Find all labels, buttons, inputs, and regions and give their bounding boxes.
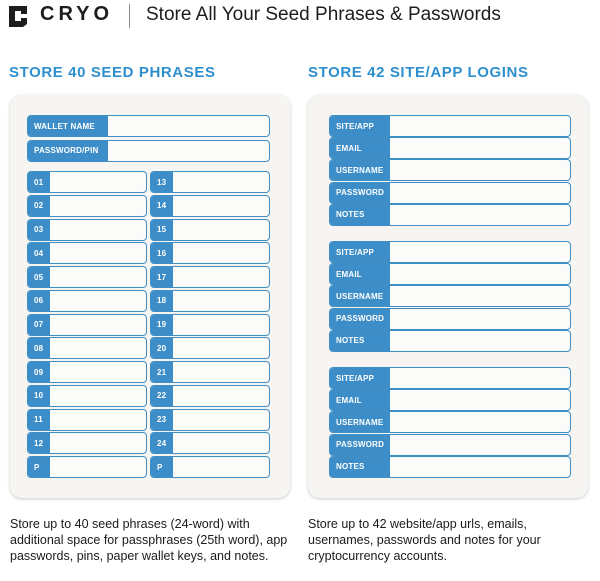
brand-name: CRYO	[40, 3, 114, 25]
login-field[interactable]	[329, 330, 571, 352]
login-field[interactable]	[329, 159, 571, 181]
page-header	[0, 0, 600, 34]
seed-word-field[interactable]	[27, 314, 147, 336]
field-label: 06	[28, 291, 50, 311]
field-label: 20	[151, 338, 173, 358]
seed-word-field[interactable]	[27, 290, 147, 312]
field-label: EMAIL	[330, 138, 390, 158]
field-label: NOTES	[330, 457, 390, 477]
header-divider	[129, 4, 130, 28]
field-label: EMAIL	[330, 264, 390, 284]
seed-phrases-title: STORE 40 SEED PHRASES	[9, 64, 216, 81]
login-field[interactable]	[329, 367, 571, 389]
field-label: 05	[28, 267, 50, 287]
seed-word-field[interactable]	[27, 385, 147, 407]
field-label: USERNAME	[330, 412, 390, 432]
site-logins-title: STORE 42 SITE/APP LOGINS	[308, 64, 529, 81]
wallet-field[interactable]	[27, 115, 270, 137]
field-label: 23	[151, 410, 173, 430]
seed-word-field[interactable]	[150, 171, 270, 193]
field-label: 14	[151, 196, 173, 216]
seed-word-field[interactable]	[27, 337, 147, 359]
field-label: SITE/APP	[330, 116, 390, 136]
field-label: NOTES	[330, 331, 390, 351]
seed-word-field[interactable]	[150, 314, 270, 336]
field-label: USERNAME	[330, 286, 390, 306]
login-field[interactable]	[329, 308, 571, 330]
field-label: 16	[151, 243, 173, 263]
seed-word-field[interactable]	[150, 432, 270, 454]
login-field[interactable]	[329, 411, 571, 433]
page-tagline: Store All Your Seed Phrases & Passwords	[146, 4, 501, 25]
field-label: WALLET NAME	[28, 116, 108, 136]
seed-word-field[interactable]	[150, 219, 270, 241]
login-field[interactable]	[329, 434, 571, 456]
seed-word-field[interactable]	[150, 361, 270, 383]
login-field[interactable]	[329, 389, 571, 411]
field-label: PASSWORD	[330, 435, 390, 455]
field-label: USERNAME	[330, 160, 390, 180]
seed-word-field[interactable]	[27, 266, 147, 288]
login-field[interactable]	[329, 204, 571, 226]
site-login-card	[308, 95, 588, 498]
seed-word-field[interactable]	[27, 432, 147, 454]
field-label: 11	[28, 410, 50, 430]
cryo-logo-icon	[6, 4, 30, 28]
field-label: 02	[28, 196, 50, 216]
seed-phrase-card	[10, 95, 290, 498]
field-label: PASSWORD	[330, 183, 390, 203]
login-field[interactable]	[329, 182, 571, 204]
seed-word-field[interactable]	[150, 242, 270, 264]
seed-word-field[interactable]	[150, 337, 270, 359]
field-label: P	[28, 457, 50, 477]
field-label: PASSWORD/PIN	[28, 141, 108, 161]
login-field[interactable]	[329, 241, 571, 263]
field-label: EMAIL	[330, 390, 390, 410]
seed-word-field[interactable]	[150, 456, 270, 478]
seed-word-field[interactable]	[27, 361, 147, 383]
field-label: 21	[151, 362, 173, 382]
field-label: 24	[151, 433, 173, 453]
login-field[interactable]	[329, 137, 571, 159]
field-label: 09	[28, 362, 50, 382]
seed-phrase-description: Store up to 40 seed phrases (24-word) with additional space for passphrases (25th word), app passwords, pins, paper wallet keys, and notes.	[10, 517, 288, 563]
field-label: 19	[151, 315, 173, 335]
field-label: P	[151, 457, 173, 477]
seed-word-field[interactable]	[150, 385, 270, 407]
wallet-field[interactable]	[27, 140, 270, 162]
seed-word-field[interactable]	[150, 195, 270, 217]
seed-word-field[interactable]	[27, 242, 147, 264]
seed-word-field[interactable]	[27, 456, 147, 478]
field-label: 13	[151, 172, 173, 192]
field-label: 07	[28, 315, 50, 335]
field-label: 08	[28, 338, 50, 358]
field-label: NOTES	[330, 205, 390, 225]
field-label: 03	[28, 220, 50, 240]
login-field[interactable]	[329, 115, 571, 137]
field-label: PASSWORD	[330, 309, 390, 329]
field-label: 12	[28, 433, 50, 453]
field-label: SITE/APP	[330, 368, 390, 388]
seed-word-field[interactable]	[27, 409, 147, 431]
field-label: 01	[28, 172, 50, 192]
seed-word-field[interactable]	[27, 219, 147, 241]
field-label: 04	[28, 243, 50, 263]
seed-word-field[interactable]	[27, 171, 147, 193]
login-field[interactable]	[329, 285, 571, 307]
seed-word-field[interactable]	[27, 195, 147, 217]
field-label: 18	[151, 291, 173, 311]
field-label: SITE/APP	[330, 242, 390, 262]
seed-word-field[interactable]	[150, 290, 270, 312]
seed-word-field[interactable]	[150, 409, 270, 431]
site-login-description: Store up to 42 website/app urls, emails, usernames, passwords and notes for your cryptocurrency accounts.	[308, 517, 541, 563]
seed-word-field[interactable]	[150, 266, 270, 288]
field-label: 15	[151, 220, 173, 240]
field-label: 10	[28, 386, 50, 406]
login-field[interactable]	[329, 456, 571, 478]
field-label: 17	[151, 267, 173, 287]
field-label: 22	[151, 386, 173, 406]
login-field[interactable]	[329, 263, 571, 285]
